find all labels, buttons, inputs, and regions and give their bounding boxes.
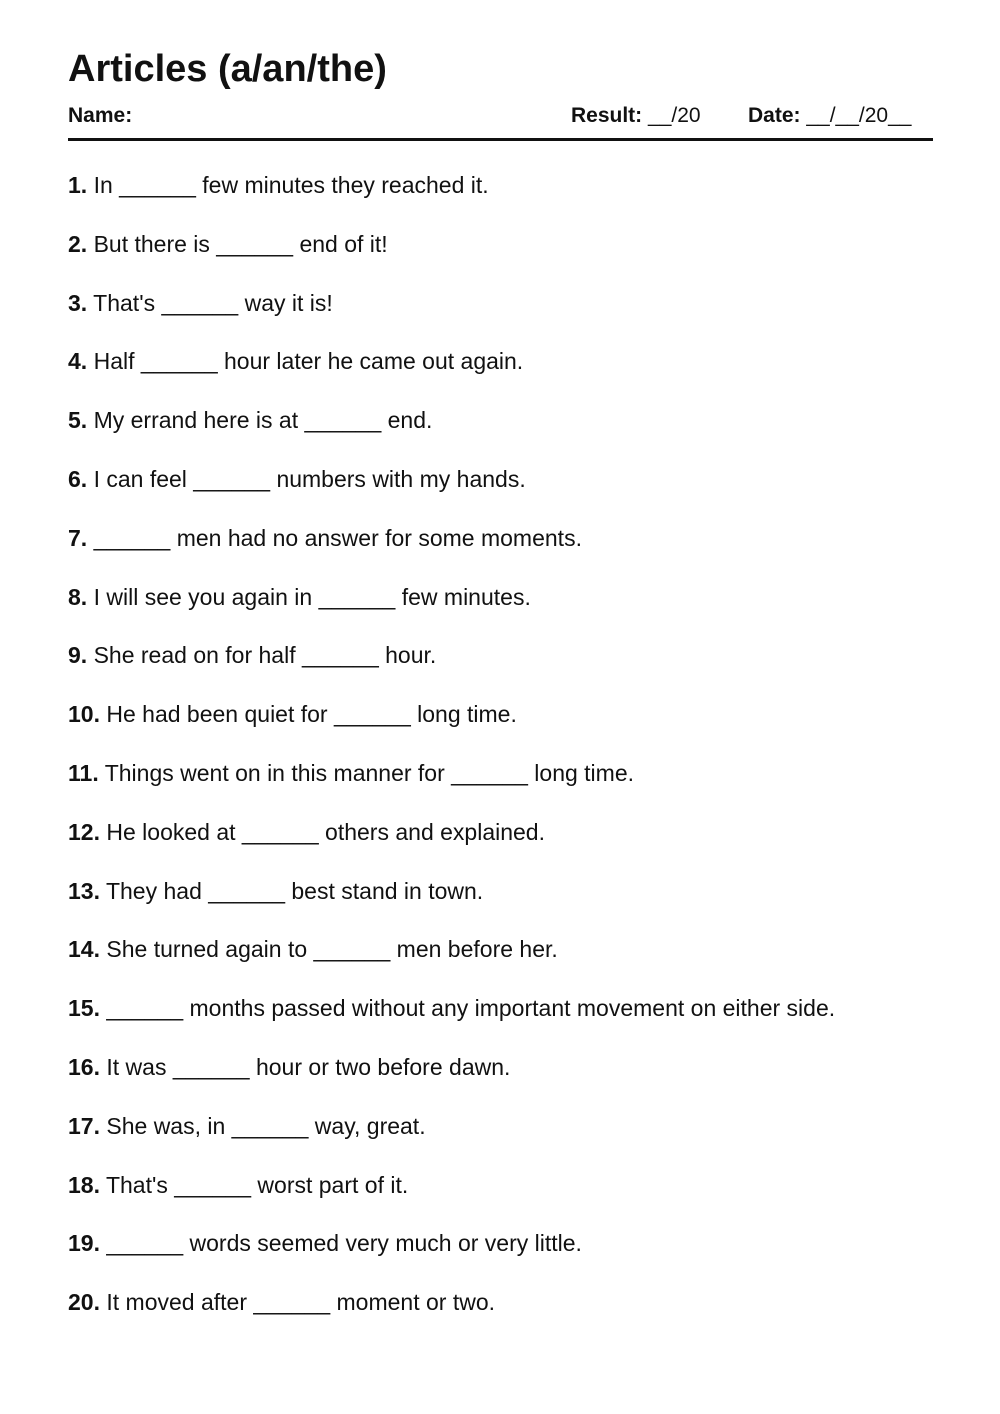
question-number: 9.	[68, 642, 88, 669]
question-item	[68, 405, 933, 464]
question-item	[68, 582, 933, 641]
question-number: 16.	[68, 1053, 100, 1080]
question-item	[68, 1170, 933, 1229]
header-divider	[68, 138, 933, 141]
result-value: __/20	[648, 104, 701, 127]
question-number: 5.	[68, 407, 88, 434]
question-item	[68, 346, 933, 405]
question-number: 8.	[68, 583, 88, 610]
question-item	[68, 170, 933, 229]
question-item	[68, 640, 933, 699]
question-number: 10.	[68, 701, 100, 728]
question-number: 13.	[68, 877, 100, 904]
question-text: They had ______ best stand in town.	[105, 877, 484, 904]
name-label: Name:	[68, 104, 133, 127]
question-number: 14.	[68, 936, 100, 963]
question-item	[68, 1052, 933, 1111]
question-text: In ______ few minutes they reached it.	[93, 172, 489, 198]
question-item	[68, 876, 933, 935]
question-number: 3.	[68, 289, 88, 316]
question-text: ______ months passed without any important movement on either side.	[106, 995, 836, 1022]
worksheet	[68, 0, 933, 1414]
question-text: My errand here is at ______ end.	[93, 407, 433, 434]
question-text: She was, in ______ way, great.	[106, 1112, 426, 1139]
question-text: She turned again to ______ men before her.	[106, 936, 558, 963]
page-title: Articles (a/an/the)	[68, 48, 387, 90]
question-item	[68, 1287, 933, 1346]
question-text: I will see you again in ______ few minutes.	[93, 583, 531, 610]
question-number: 2.	[68, 230, 88, 257]
question-text: It moved after ______ moment or two.	[106, 1289, 496, 1316]
question-text: But there is ______ end of it!	[93, 230, 388, 257]
question-item	[68, 699, 933, 758]
question-text: That's ______ worst part of it.	[105, 1171, 409, 1198]
question-number: 18.	[68, 1171, 100, 1198]
question-number: 11.	[68, 759, 99, 786]
question-number: 1.	[68, 172, 88, 198]
question-number: 20.	[68, 1289, 100, 1316]
question-text: He looked at ______ others and explained.	[106, 818, 545, 845]
question-item	[68, 1228, 933, 1287]
question-text: I can feel ______ numbers with my hands.	[93, 465, 526, 492]
result-label: Result:	[571, 104, 643, 127]
question-text: It was ______ hour or two before dawn.	[106, 1053, 511, 1080]
question-number: 17.	[68, 1112, 100, 1139]
question-item	[68, 934, 933, 993]
date-value: __/__/20__	[806, 104, 912, 127]
question-number: 12.	[68, 818, 100, 845]
question-item	[68, 817, 933, 876]
question-text: ______ men had no answer for some moments.	[93, 524, 582, 551]
question-text: He had been quiet for ______ long time.	[106, 701, 517, 728]
question-text: Things went on in this manner for ______ long time.	[104, 759, 635, 786]
question-text: That's ______ way it is!	[93, 289, 333, 316]
question-item	[68, 758, 933, 817]
question-number: 7.	[68, 524, 88, 551]
date-field	[748, 102, 911, 130]
worksheet-header	[68, 102, 933, 130]
question-item	[68, 288, 933, 347]
question-list	[68, 170, 933, 1346]
question-text: ______ words seemed very much or very little.	[106, 1230, 582, 1257]
question-item	[68, 464, 933, 523]
question-item	[68, 523, 933, 582]
question-text: Half ______ hour later he came out again.	[93, 348, 524, 375]
result-field	[571, 102, 701, 130]
date-label: Date:	[748, 104, 801, 127]
question-number: 15.	[68, 995, 100, 1022]
question-text: She read on for half ______ hour.	[93, 642, 437, 669]
question-item	[68, 1111, 933, 1170]
name-field	[68, 102, 132, 130]
question-number: 4.	[68, 348, 88, 375]
question-item	[68, 993, 933, 1052]
question-item	[68, 229, 933, 288]
question-number: 19.	[68, 1230, 100, 1257]
question-number: 6.	[68, 465, 88, 492]
